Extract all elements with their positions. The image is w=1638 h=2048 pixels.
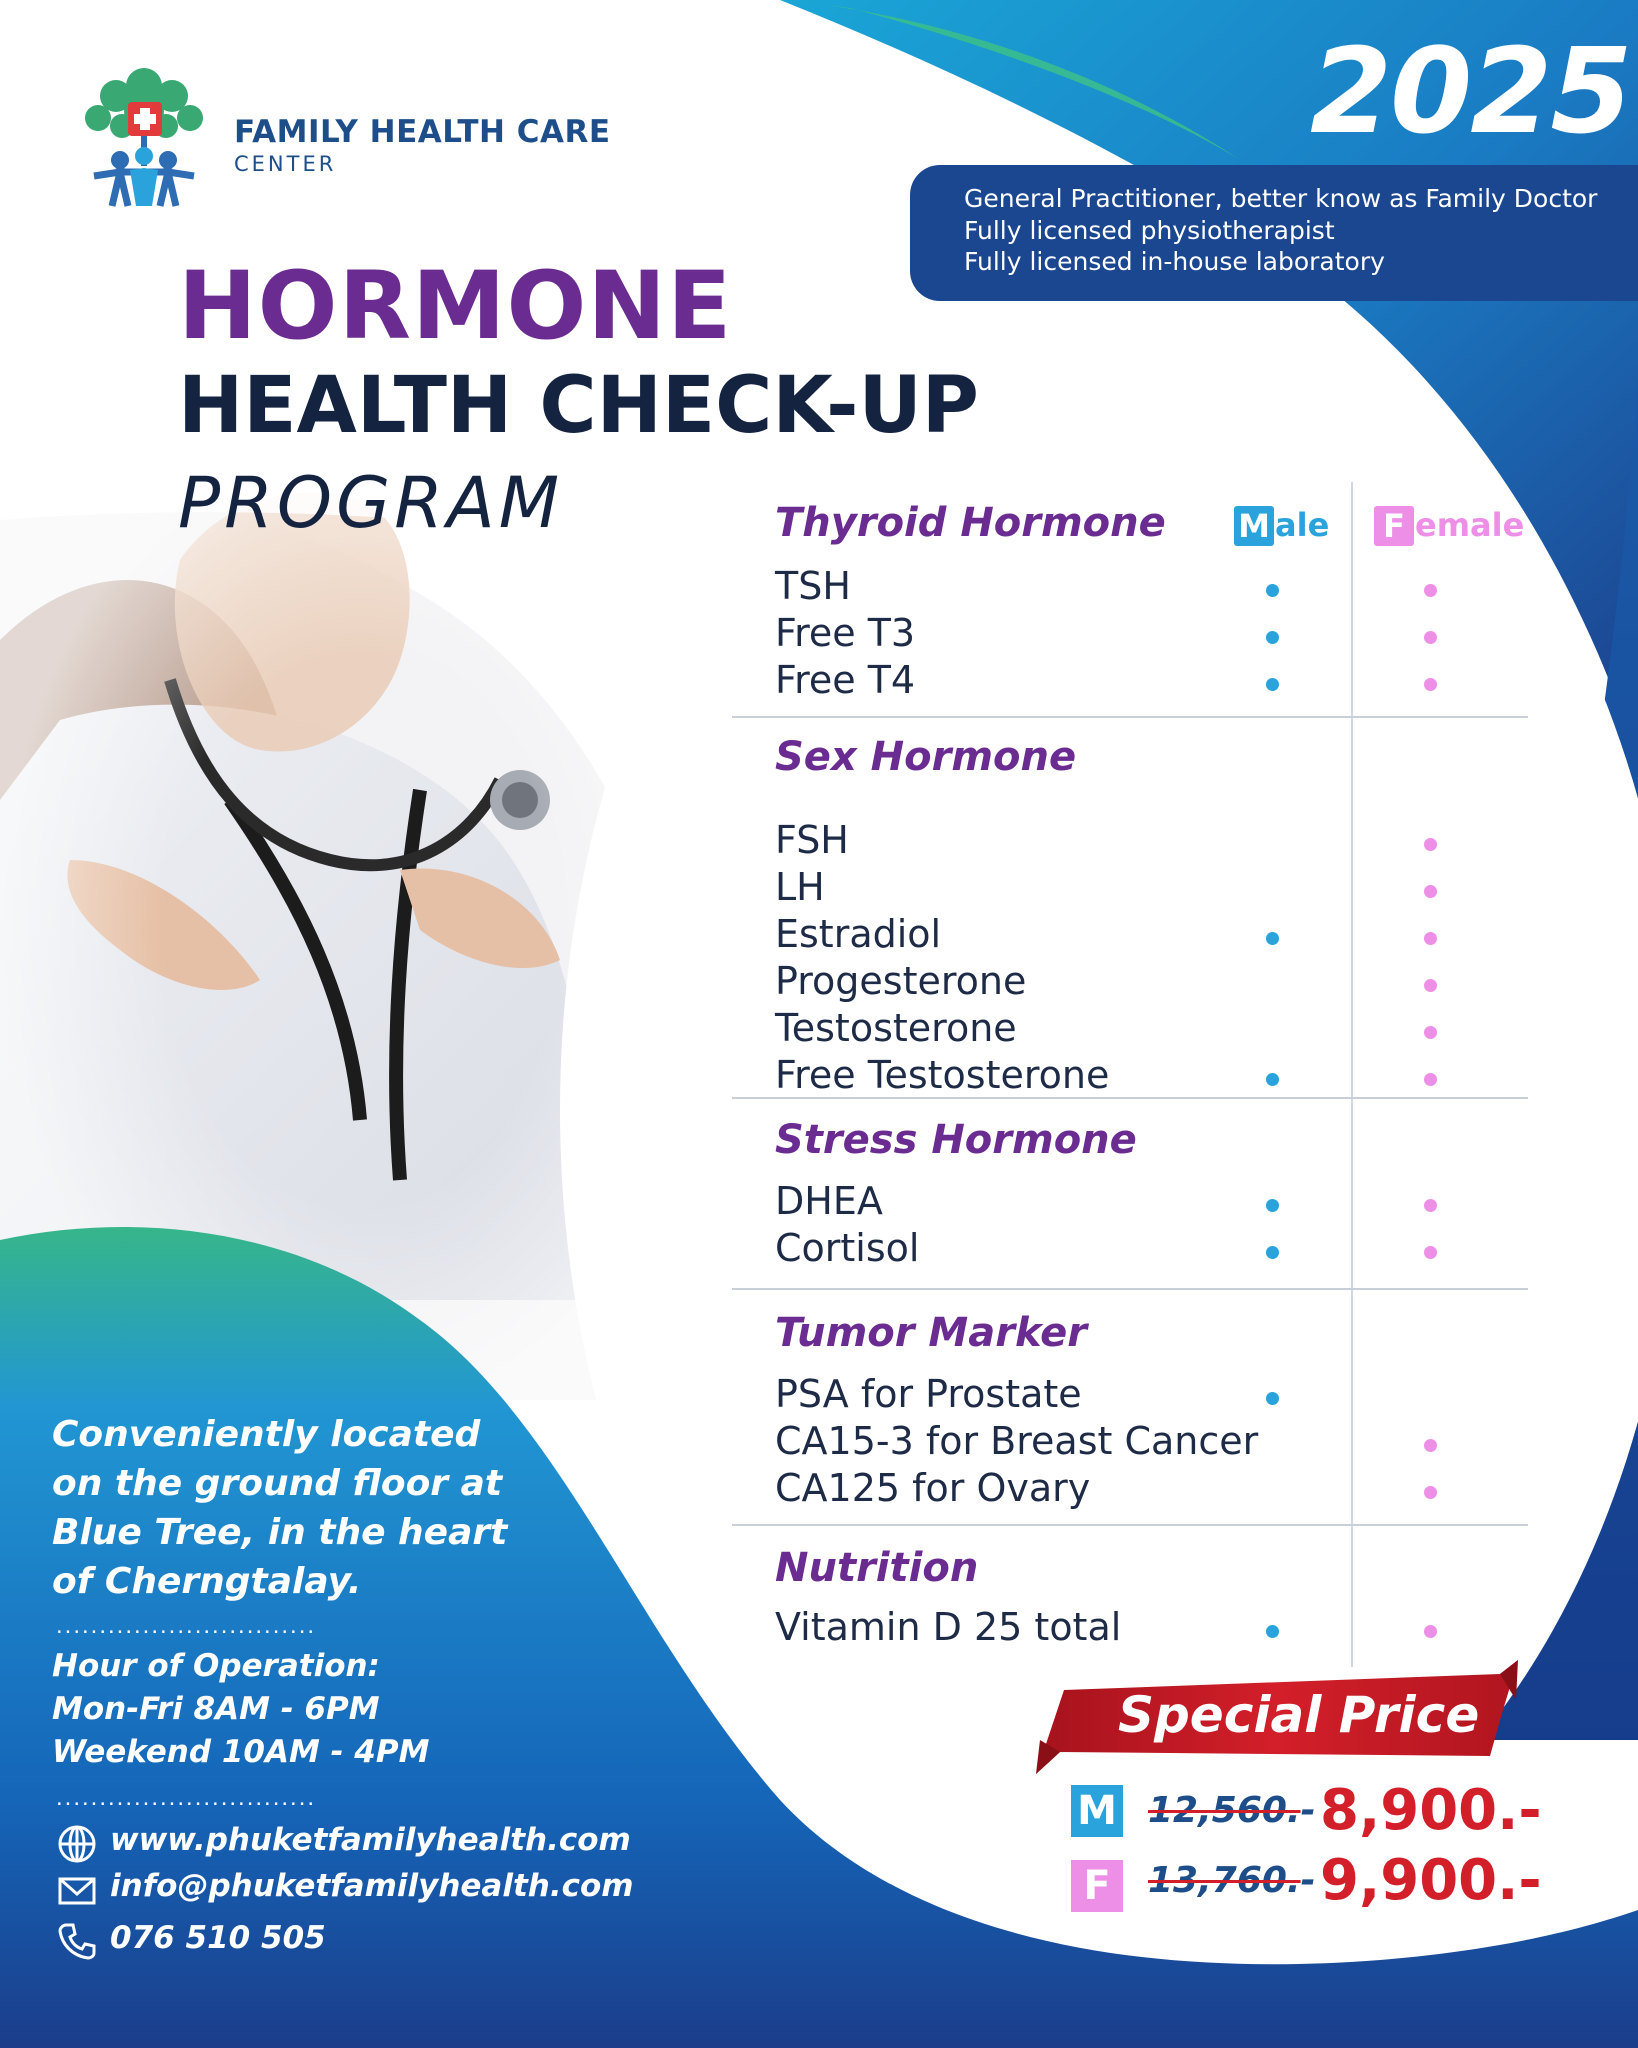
female-badge: F [1374, 506, 1414, 546]
phone-link[interactable]: 076 510 505 [110, 1920, 326, 1956]
male-included-dot [1266, 1073, 1279, 1086]
test-item: LH [775, 865, 825, 909]
test-item: CA125 for Ovary [775, 1466, 1091, 1510]
operation-hours [52, 1645, 429, 1774]
dotted-separator: .............................. [56, 1612, 317, 1639]
female-included-dot [1424, 1026, 1437, 1039]
test-item: PSA for Prostate [775, 1372, 1082, 1416]
male-included-dot [1266, 1199, 1279, 1212]
male-column-header [1234, 506, 1329, 546]
dotted-separator: .............................. [56, 1784, 317, 1811]
test-item: Testosterone [775, 1006, 1017, 1050]
female-included-dot [1424, 838, 1437, 851]
male-badge: M [1234, 506, 1274, 546]
test-item: Free T3 [775, 611, 916, 655]
male-included-dot [1266, 631, 1279, 644]
price-female-badge: F [1071, 1860, 1123, 1912]
section-divider [732, 1524, 1528, 1526]
location-line: Conveniently located [52, 1414, 481, 1455]
special-price-label: Special Price [1118, 1686, 1480, 1744]
test-item: CA15-3 for Breast Cancer [775, 1419, 1259, 1463]
category-heading: Stress Hormone [775, 1117, 1137, 1163]
website-link[interactable]: www.phuketfamilyhealth.com [110, 1822, 631, 1858]
female-header-rest: emale [1415, 506, 1525, 544]
location-text [52, 1410, 507, 1606]
male-included-dot [1266, 1246, 1279, 1259]
price-male-badge: M [1071, 1785, 1123, 1837]
female-included-dot [1424, 584, 1437, 597]
feature-item: Fully licensed in-house laboratory [964, 247, 1385, 276]
title-health-check-up: HEALTH CHECK-UP [178, 361, 979, 451]
location-line: Blue Tree, in the heart [52, 1512, 508, 1553]
price-female-new: 9,900.- [1320, 1848, 1542, 1913]
female-included-dot [1424, 631, 1437, 644]
mail-icon [56, 1870, 98, 1912]
category-heading: Nutrition [775, 1545, 979, 1591]
female-column-header [1374, 506, 1524, 546]
section-divider [732, 1097, 1528, 1099]
male-included-dot [1266, 1625, 1279, 1638]
location-line: on the ground floor at [52, 1463, 503, 1504]
category-heading: Sex Hormone [775, 734, 1077, 780]
price-male-old-suffix: - [1300, 1790, 1316, 1831]
test-item: DHEA [775, 1179, 883, 1223]
male-included-dot [1266, 1392, 1279, 1405]
female-included-dot [1424, 1246, 1437, 1259]
test-item: Vitamin D 25 total [775, 1605, 1122, 1649]
test-item: Cortisol [775, 1226, 920, 1270]
price-female-old [1148, 1860, 1316, 1901]
price-female-old-value: 13,760. [1148, 1860, 1301, 1901]
hours-weekday: Mon-Fri 8AM - 6PM [52, 1691, 380, 1727]
category-heading: Thyroid Hormone [775, 500, 1166, 546]
feature-item: Fully licensed physiotherapist [964, 215, 1335, 245]
price-male-old-value: 12,560. [1148, 1790, 1301, 1831]
hours-weekend: Weekend 10AM - 4PM [52, 1734, 430, 1770]
feature-item: General Practitioner, better know as Family Doctor [964, 184, 1598, 213]
title-hormone: HORMONE [178, 252, 733, 361]
female-included-dot [1424, 1073, 1437, 1086]
brand-subname: CENTER [234, 152, 337, 176]
female-included-dot [1424, 1625, 1437, 1638]
female-included-dot [1424, 1199, 1437, 1212]
price-male-new: 8,900.- [1320, 1778, 1542, 1843]
male-included-dot [1266, 584, 1279, 597]
price-female-old-suffix: - [1300, 1860, 1316, 1901]
test-item: Estradiol [775, 912, 942, 956]
female-included-dot [1424, 979, 1437, 992]
tree-logo-icon [64, 56, 224, 216]
section-divider [732, 716, 1528, 718]
female-included-dot [1424, 678, 1437, 691]
male-included-dot [1266, 678, 1279, 691]
test-item: Free T4 [775, 658, 916, 702]
section-divider [732, 1288, 1528, 1290]
female-included-dot [1424, 1486, 1437, 1499]
male-header-rest: ale [1275, 506, 1330, 544]
title-program: PROGRAM [178, 462, 564, 544]
column-divider [1351, 482, 1353, 1667]
test-item: TSH [775, 564, 851, 608]
price-male-old [1148, 1790, 1316, 1831]
hours-heading: Hour of Operation: [52, 1648, 380, 1684]
female-included-dot [1424, 1439, 1437, 1452]
test-item: Free Testosterone [775, 1053, 1110, 1097]
features-list [964, 183, 1597, 278]
male-included-dot [1266, 932, 1279, 945]
email-link[interactable]: info@phuketfamilyhealth.com [110, 1868, 634, 1904]
female-included-dot [1424, 885, 1437, 898]
category-heading: Tumor Marker [775, 1310, 1087, 1356]
brand-name: FAMILY HEALTH CARE [234, 114, 611, 150]
phone-icon [56, 1920, 98, 1962]
test-item: Progesterone [775, 959, 1027, 1003]
year-heading: 2025 [1310, 22, 1631, 160]
female-included-dot [1424, 932, 1437, 945]
test-item: FSH [775, 818, 849, 862]
location-line: of Cherngtalay. [52, 1561, 362, 1602]
globe-icon [56, 1823, 98, 1865]
